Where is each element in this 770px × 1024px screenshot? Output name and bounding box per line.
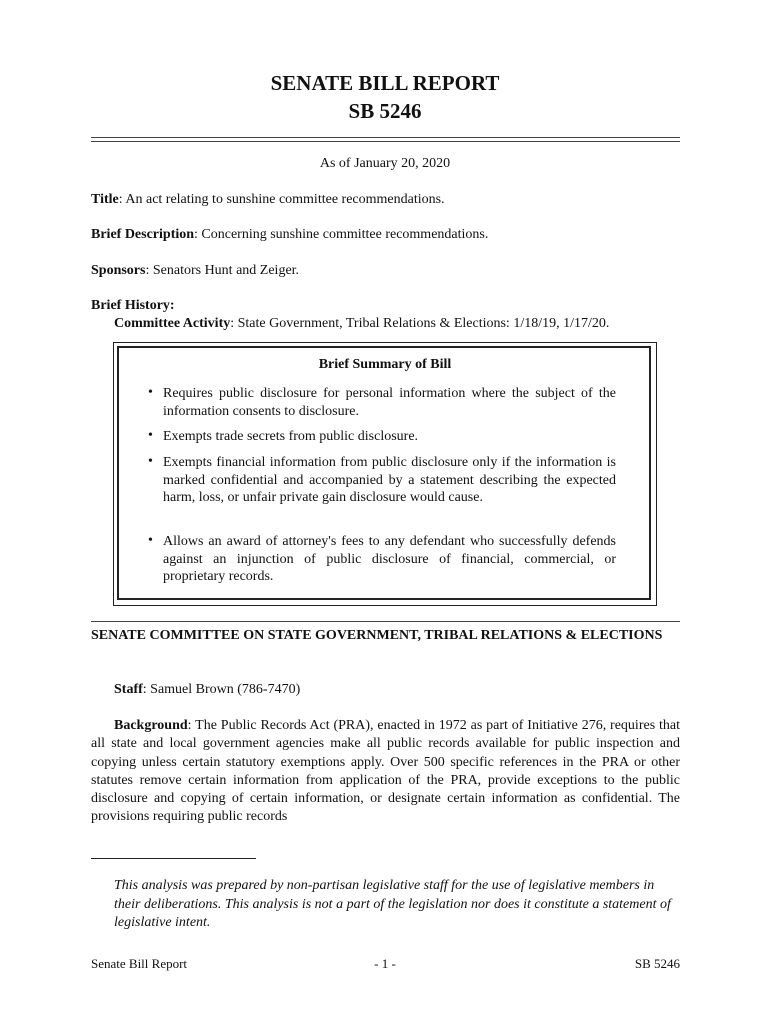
sponsors-value: : Senators Hunt and Zeiger. — [145, 263, 300, 278]
footnote-text: This analysis was prepared by non-partisan legislative staff for the use of legislative members in their deliberations. This analysis is not a part of the legislation nor does it constitute a statement of legislative intent. — [114, 878, 671, 930]
section-rule — [91, 621, 680, 622]
report-title: SENATE BILL REPORT — [270, 71, 500, 95]
page-number: - 1 - — [374, 956, 396, 971]
title-field — [91, 192, 445, 208]
footnote-rule — [91, 858, 256, 859]
title-value: : An act relating to sunshine committee recommendations. — [118, 192, 445, 207]
background-paragraph — [91, 717, 680, 827]
footer-right: SB 5246 — [634, 956, 680, 971]
summary-box-title: Brief Summary of Bill — [318, 357, 452, 372]
committee-activity-label: Committee Activity — [114, 316, 231, 331]
background-text: : The Public Records Act (PRA), enacted in 1972 as part of Initiative 276, requires that all state and local government agencies make all public records available for public inspection and copying unless certain statutory exemptions apply. Over 500 specific references in the PRA or other statutes remove certain information from application of the PRA, provide exceptions to the public disclosure and copying of certain information, or designate certain information as confidential. The provisions requiring public records — [91, 718, 680, 825]
brief-history-label: Brief History: — [91, 298, 175, 313]
summary-item: Requires public disclosure for personal information where the subject of the information consents to disclosure. — [163, 386, 616, 419]
section-heading: SENATE COMMITTEE ON STATE GOVERNMENT, TRIBAL RELATIONS & ELECTIONS — [91, 628, 663, 643]
brief-description-field — [91, 227, 488, 243]
staff-label: Staff — [114, 682, 143, 697]
bullet-icon: • — [148, 533, 153, 548]
bullet-icon: • — [148, 385, 153, 400]
sponsors-label: Sponsors — [91, 263, 146, 278]
committee-activity-value: : State Government, Tribal Relations & Elections: 1/18/19, 1/17/20. — [230, 316, 610, 331]
summary-item: Exempts trade secrets from public disclosure. — [163, 429, 419, 444]
as-of-date: As of January 20, 2020 — [319, 156, 451, 171]
title-rule-bottom — [91, 141, 680, 142]
committee-activity-field — [114, 316, 609, 332]
bullet-icon: • — [148, 428, 153, 443]
brief-description-label: Brief Description — [91, 227, 195, 242]
staff-value: : Samuel Brown (786-7470) — [142, 682, 301, 697]
sponsors-field — [91, 263, 299, 279]
title-label: Title — [91, 192, 119, 207]
staff-field — [114, 682, 300, 698]
bill-number: SB 5246 — [348, 99, 422, 123]
summary-item: Allows an award of attorney's fees to any defendant who successfully defends against an injunction of public disclosure of financial, commercial, or proprietary records. — [163, 534, 616, 584]
footer-left: Senate Bill Report — [91, 956, 188, 971]
background-label: Background — [114, 718, 188, 733]
brief-description-value: : Concerning sunshine committee recommendations. — [194, 227, 489, 242]
bullet-icon: • — [148, 454, 153, 469]
title-rule-top — [91, 137, 680, 138]
summary-item: Exempts financial information from public disclosure only if the information is marked confidential and accompanied by a statement describing the expected harm, loss, or unfair private gain disclosure would cause. — [163, 455, 616, 505]
